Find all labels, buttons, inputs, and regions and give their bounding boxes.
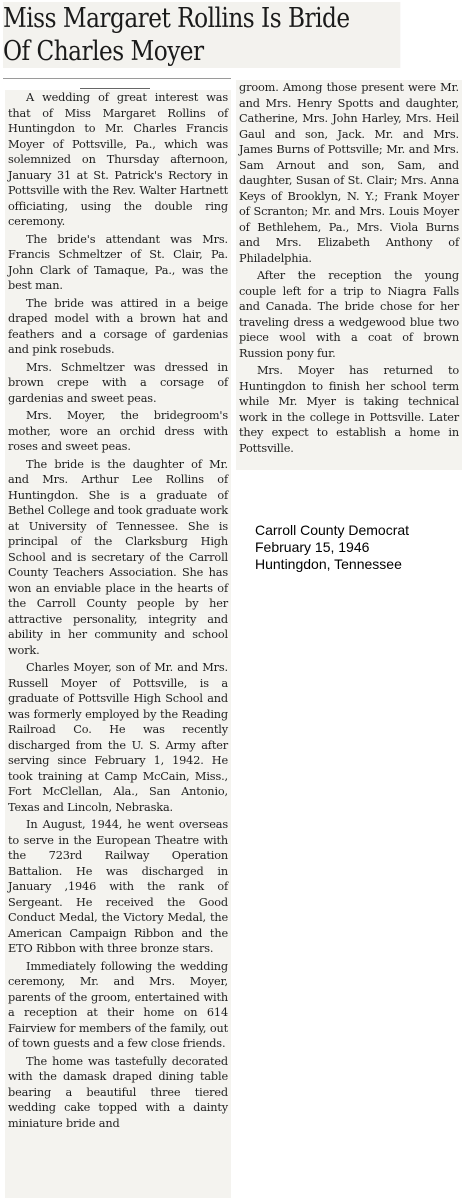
paragraph: Mrs. Moyer, the bridegroom's mother, wore an orchid dress with roses and sweet peas. xyxy=(8,409,228,453)
caption-date: February 15, 1946 xyxy=(255,539,370,555)
paragraph: The bride's attendant was Mrs. Francis Schmeltzer of St. Clair, Pa. John Clark of Tamaque, Pa., was the best man. xyxy=(8,232,228,292)
paragraph: Mrs. Moyer has returned to Huntingdon to finish her school term while Mr. Myer is taking technical work in the college in Pottsville. Later they expect to establish a home in Pottsville. xyxy=(239,364,459,455)
paragraph: The bride is the daughter of Mr. and Mrs. Arthur Lee Rollins of Huntingdon. She is a graduate of Bethel College and took graduate work at University of Tennessee. She is principal of the Clarksburg High School and is secretary of the Carroll County Teachers Association. She has won an enviable place in the hearts of the Carroll County people by her attractive personality, integrity and ability in her community and school work. xyxy=(8,457,228,657)
source-caption xyxy=(255,522,455,573)
article-column-1 xyxy=(5,90,231,1198)
byline-rule xyxy=(80,88,150,89)
article-column-2 xyxy=(236,80,462,470)
headline xyxy=(3,2,400,68)
paragraph: Charles Moyer, son of Mr. and Mrs. Russell Moyer of Pottsville, is a graduate of Pottsville High School and was formerly employed by the Reading Railroad Co. He was recently discharged from the U. S. Army after serving since February 1, 1942. He took training at Camp McCain, Miss., Fort McClellan, Ala., San Antonio, Texas and Lincoln, Nebraska. xyxy=(8,661,228,814)
paragraph: Mrs. Schmeltzer was dressed in brown crepe with a corsage of gardenias and sweet peas. xyxy=(8,360,228,405)
paragraph: The home was tastefully decorated with the damask draped dining table bearing a beautiful three tiered wedding cake topped with a dainty miniature bride and xyxy=(8,1054,228,1130)
paragraph: A wedding of great interest was that of Miss Margaret Rollins of Huntingdon to Mr. Charles Francis Moyer of Pottsville, Pa., which was solemnized on Thursday afternoon, January 31 at St. Patrick's Rectory in Pottsville with the Rev. Walter Hartnett officiating, using the double ring ceremony. xyxy=(8,91,228,228)
headline-line-1: Miss Margaret Rollins Is Bride xyxy=(3,3,350,34)
caption-location: Huntingdon, Tennessee xyxy=(255,556,402,572)
paragraph: In August, 1944, he went overseas to serve in the European Theatre with the 723rd Railway Operation Battalion. He was discharged in January ,1946 with the rank of Sergeant. He received the Good Conduct Medal, the Victory Medal, the American Campaign Ribbon and the ETO Ribbon with three bronze stars. xyxy=(8,818,228,955)
headline-line-2: Of Charles Moyer xyxy=(3,36,204,67)
headline-rule xyxy=(3,78,231,79)
paragraph: After the reception the young couple left for a trip to Niagra Falls and Canada. The bride chose for her traveling dress a wedgewood blue two piece wool with a coat of brown Russion pony fur. xyxy=(239,269,459,360)
paragraph: The bride was attired in a beige draped model with a brown hat and feathers and a corsage of gardenias and pink rosebuds. xyxy=(8,296,228,356)
paragraph: Immediately following the wedding ceremony, Mr. and Mrs. Moyer, parents of the groom, entertained with a reception at their home on 614 Fairview for members of the family, out of town guests and a few close friends. xyxy=(8,959,228,1050)
caption-publication: Carroll County Democrat xyxy=(255,522,410,538)
paragraph: groom. Among those present were Mr. and Mrs. Henry Spotts and daughter, Catherine, Mrs. John Harley, Mrs. Heil Gaul and son, Jack. Mr. and Mrs. James Burns of Pottsville; Mr. and Mrs. Sam Arnout and son, Sam, and daughter, Susan of St. Clair; Mrs. Anna Keys of Brooklyn, N. Y.; Frank Moyer of Scranton; Mr. and Mrs. Louis Moyer of Bethlehem, Pa., Mrs. Viola Burns and Mrs. Elizabeth Anthony of Philadelphia. xyxy=(239,81,459,265)
